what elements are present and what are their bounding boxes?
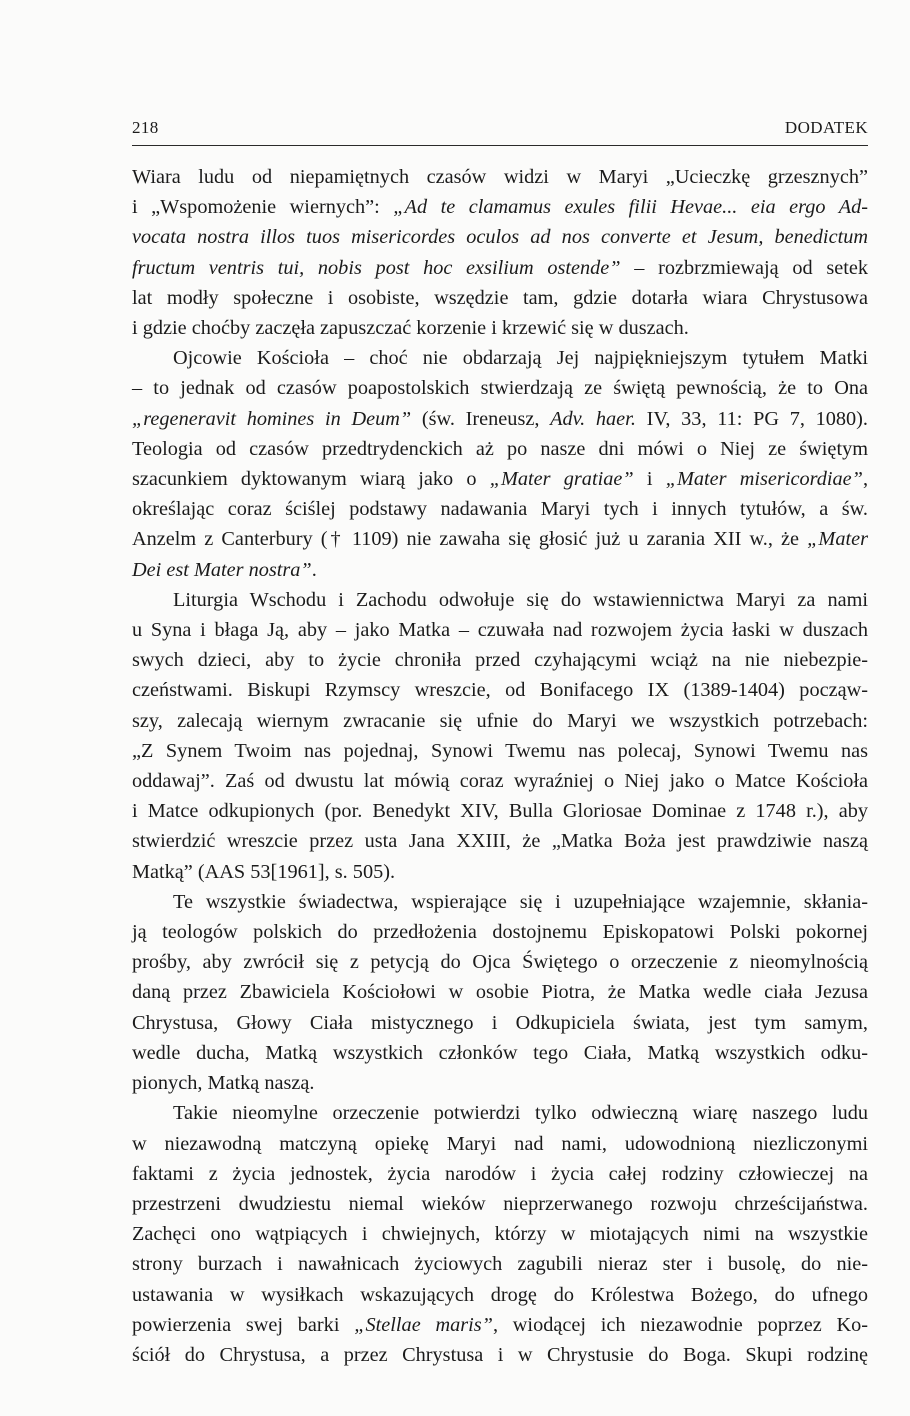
header-rule	[132, 145, 868, 146]
text-line: ustawania w wysiłkach wskazujących drogę do Królestwa Bożego, do ufnego	[132, 1283, 868, 1306]
text-line: Ojcowie Kościoła – choć nie obdarzają Jej najpiękniejszym tytułem Matki	[173, 347, 868, 370]
text-line: stwierdzić wreszcie przez usta Jana XXIII, że „Matka Boża jest prawdziwie naszą	[132, 830, 868, 853]
text-line: ją teologów polskich do przedłożenia dostojnemu Episkopatowi Polski pokornej	[132, 921, 868, 944]
text-line: daną przez Zbawiciela Kościołowi w osobie Piotra, że Matka wedle ciała Jezusa	[132, 981, 868, 1004]
text-line: Liturgia Wschodu i Zachodu odwołuje się do wstawiennictwa Maryi za nami	[173, 588, 868, 611]
text-line: „regeneravit homines in Deum” (św. Ireneusz, Adv. haer. IV, 33, 11: PG 7, 1080).	[132, 407, 868, 430]
text-line: „Z Synem Twoim nas pojednaj, Synowi Twemu nas polecaj, Synowi Twemu nas	[132, 739, 868, 762]
text-line: w niezawodną matczyną opiekę Maryi nad nami, udowodnioną niezliczonymi	[132, 1132, 868, 1155]
text-line: szy, zalecają wiernym zwracanie się ufnie do Maryi we wszystkich potrzebach:	[132, 709, 868, 732]
text-line: Te wszystkie świadectwa, wspierające się i uzupełniające wzajemnie, skłania-	[173, 890, 868, 913]
text-line: czeństwami. Biskupi Rzymscy wreszcie, od Bonifacego IX (1389-1404) począw-	[132, 679, 868, 702]
text-line: Dei est Mater nostra”.	[132, 558, 317, 581]
text-line: prośby, aby zwrócił się z petycją do Ojca Świętego o orzeczenie z nieomylnością	[132, 951, 868, 974]
text-line: i Matce odkupionych (por. Benedykt XIV, Bulla Gloriosae Dominae z 1748 r.), aby	[132, 800, 868, 823]
text-line: Zachęci ono wątpiących i chwiejnych, którzy w miotających nimi na wszystkie	[132, 1223, 868, 1246]
text-line: wedle ducha, Matką wszystkich członków tego Ciała, Matką wszystkich odku-	[132, 1041, 868, 1064]
text-line: oddawaj”. Zaś od dwustu lat mówią coraz wyraźniej o Niej jako o Matce Kościoła	[132, 770, 868, 793]
text-line: określając coraz ściślej podstawy nadawania Maryi tych i innych tytułów, a św.	[132, 498, 868, 521]
text-line: szacunkiem dyktowanym wiarą jako o „Mater gratiae” i „Mater misericordiae”,	[132, 468, 869, 491]
text-line: pionych, Matką naszą.	[132, 1072, 315, 1095]
text-line: u Syna i błaga Ją, aby – jako Matka – czuwała nad rozwojem życia łaski w duszach	[132, 619, 868, 642]
text-line: Matką” (AAS 53[1961], s. 505).	[132, 860, 396, 883]
text-line: ściół do Chrystusa, a przez Chrystusa i w Chrystusie do Boga. Skupi rodzinę	[132, 1343, 868, 1366]
running-header	[132, 118, 868, 138]
text-line: vocata nostra illos tuos misericordes oculos ad nos converte et Jesum, benedictum	[132, 226, 868, 249]
text-line: Takie nieomylne orzeczenie potwierdzi tylko odwieczną wiarę naszego ludu	[173, 1102, 868, 1125]
body-text	[132, 162, 868, 1370]
text-line: Anzelm z Canterbury († 1109) nie zawaha się głosić już u zarania XII w., że „Mater	[132, 528, 868, 551]
text-line: i gdzie choćby zaczęła zapuszczać korzenie i krzewić się w duszach.	[132, 317, 689, 340]
text-line: Wiara ludu od niepamiętnych czasów widzi w Maryi „Ucieczkę grzesznych”	[132, 166, 868, 188]
text-line: swych dzieci, aby to życie chroniła przed czyhającymi wciąż na nie niebezpie-	[132, 649, 868, 672]
text-line: faktami z życia jednostek, życia narodów i życia całej rodziny człowieczej na	[132, 1162, 868, 1185]
page-number: 218	[132, 118, 159, 137]
text-line: fructum ventris tui, nobis post hoc exsilium ostende” – rozbrzmiewają od setek	[132, 256, 869, 279]
text-line: lat modły społeczne i osobiste, wszędzie tam, gdzie dotarła wiara Chrystusowa	[132, 286, 868, 309]
text-line: Teologia od czasów przedtrydenckich aż po nasze dni mówi o Niej ze świętym	[132, 437, 868, 460]
text-line: powierzenia swej barki „Stellae maris”, wiodącej ich niezawodnie poprzez Ko-	[132, 1313, 868, 1336]
running-title: DODATEK	[784, 118, 868, 137]
text-line: i „Wspomożenie wiernych”: „Ad te clamamus exules filii Hevae... eia ergo Ad-	[132, 196, 868, 219]
text-line: Chrystusa, Głowy Ciała mistycznego i Odkupiciela świata, jest tym samym,	[132, 1011, 868, 1034]
text-line: przestrzeni dwudziestu niemal wieków nieprzerwanego rozwoju chrześcijaństwa.	[132, 1192, 868, 1215]
text-line: strony burzach i nawałnicach życiowych zagubili nieraz ster i busolę, do nie-	[132, 1253, 868, 1276]
text-line: – to jednak od czasów poapostolskich stwierdzają ze świętą pewnością, że to Ona	[132, 377, 868, 400]
